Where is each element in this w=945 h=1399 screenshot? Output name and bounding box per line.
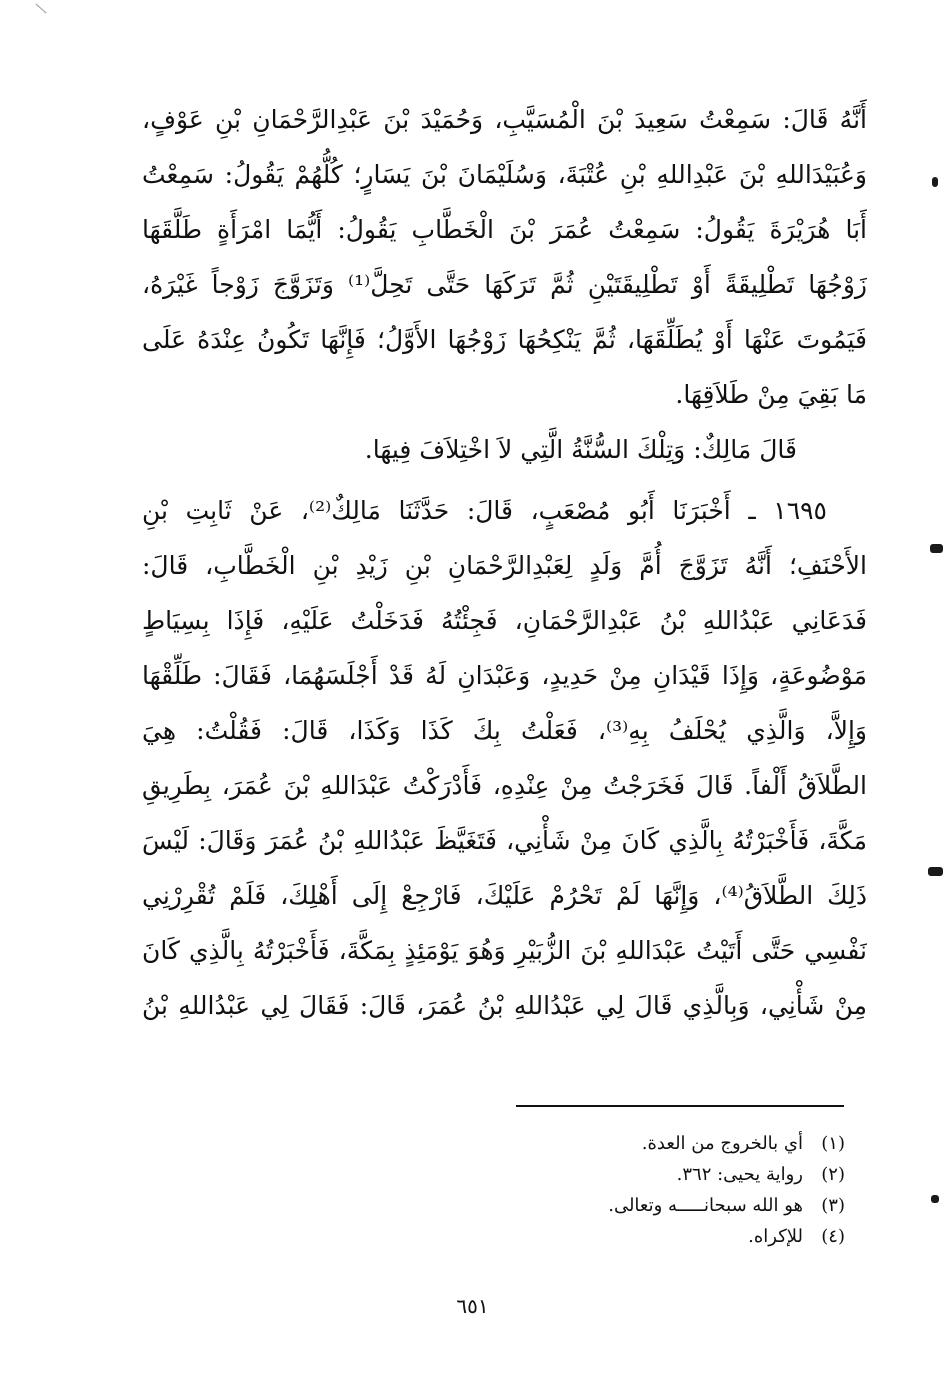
footnote-4 — [145, 1221, 845, 1252]
text-line: مَكَّةَ، فَأَخْبَرْتُهُ بِالَّذِي كَانَ مِنْ شَأْنِي، فَتَغَيَّظَ عَبْدُاللهِ بْنُ عُمَرَ وَقَالَ: لَيْسَ — [142, 826, 867, 855]
footnote-number: (١) — [821, 1133, 845, 1154]
text-line: أَنَّهُ قَالَ: سَمِعْتُ سَعِيدَ بْنَ الْمُسَيَّبِ، وَحُمَيْدَ بْنَ عَبْدِالرَّحْمَانِ بْنِ عَوْفٍ، — [142, 105, 867, 134]
binding-mark — [932, 177, 938, 187]
text-line: فَدَعَانِي عَبْدُاللهِ بْنُ عَبْدِالرَّحْمَانِ، فَجِئْتُهُ فَدَخَلْتُ عَلَيْهِ، فَإِذَا بِسِيَاطٍ — [142, 606, 867, 635]
footnote-number: (٣) — [821, 1195, 845, 1216]
text-line: مَوْضُوعَةٍ، وَإِذَا قَيْدَانِ مِنْ حَدِيدٍ، وَعَبْدَانِ لَهُ قَدْ أَجْلَسَهُمَا، فَقَالَ: طَلِّقْهَا — [142, 661, 867, 690]
binding-mark — [928, 867, 943, 876]
text-line: أَبَا هُرَيْرَةَ يَقُولُ: سَمِعْتُ عُمَرَ بْنَ الْخَطَّابِ يَقُولُ: أَيُّمَا امْرَأَةٍ طَلَّقَهَا — [142, 215, 867, 244]
footnote-1 — [145, 1128, 845, 1159]
text-line: وَإِلاَّ، وَالَّذِي يُحْلَفُ بِهِ⁽³⁾، فَعَلْتُ بِكَ كَذَا وَكَذَا، قَالَ: فَقُلْتُ: هِيَ — [142, 716, 867, 745]
hadith-1695-start: ١٦٩٥ ـ أَخْبَرَنَا أَبُو مُصْعَبٍ، قَالَ: حَدَّثَنَا مَالِكٌ⁽²⁾، عَنْ ثَابِتِ بْنِ — [142, 496, 827, 525]
text-line: نَفْسِي حَتَّى أَتَيْتُ عَبْدَاللهِ بْنَ الزُّبَيْرِ وَهُوَ يَوْمَئِذٍ بِمَكَّةَ، فَأَخْبَرْتُهُ بِالَّذِي كَانَ — [142, 936, 867, 965]
corner-scan-mark — [35, 3, 46, 13]
text-line: مِنْ شَأْنِي، وَبِالَّذِي قَالَ لِي عَبْدُاللهِ بْنُ عُمَرَ، قَالَ: فَقَالَ لِي عَبْدُاللهِ بْنُ — [142, 991, 867, 1020]
footnote-number: (٤) — [821, 1226, 845, 1247]
binding-mark — [930, 544, 943, 553]
binding-mark — [931, 1195, 939, 1203]
footnote-number: (٢) — [821, 1164, 845, 1185]
text-line: زَوْجُهَا تَطْلِيقَةً أَوْ تَطْلِيقَتَيْنِ ثُمَّ تَرَكَهَا حَتَّى تَحِلَّ⁽¹⁾ وَتَزَوَّجَ زَوْجاً غَيْرَهُ، — [142, 270, 867, 299]
text-line: وَعُبَيْدَاللهِ بْنَ عَبْدِاللهِ بْنِ عُتْبَةَ، وَسُلَيْمَانَ بْنَ يَسَارٍ؛ كُلُّهُمْ يَقُولُ: سَمِعْتُ — [142, 160, 867, 189]
text-line: مَا بَقِيَ مِنْ طَلاَقِهَا. — [675, 380, 867, 409]
text-line: فَيَمُوتَ عَنْهَا أَوْ يُطَلِّقَهَا، ثُمَّ يَنْكِحُهَا زَوْجُهَا الأَوَّلُ؛ فَإِنَّهَا تَكُونُ عِنْدَهُ عَلَى — [142, 325, 867, 354]
footnotes — [145, 1128, 845, 1252]
footnote-2 — [145, 1159, 845, 1190]
footnote-text: رواية يحيى: ٣٦٢. — [676, 1164, 803, 1185]
footnote-3 — [145, 1190, 845, 1221]
footnote-text: أي بالخروج من العدة. — [641, 1133, 803, 1154]
text-line: الطَّلاَقُ أَلْفاً. قَالَ فَخَرَجْتُ مِنْ عِنْدِهِ، فَأَدْرَكْتُ عَبْدَاللهِ بْنَ عُمَرَ، بِطَرِيقِ — [142, 771, 867, 800]
footnote-separator — [516, 1105, 844, 1107]
footnote-text: هو الله سبحانـــــه وتعالى. — [608, 1195, 803, 1216]
malik-remark: قَالَ مَالِكٌ: وَتِلْكَ السُّنَّةُ الَّتِي لاَ اخْتِلاَفَ فِيهَا. — [364, 435, 797, 464]
main-text — [142, 92, 867, 1033]
footnote-text: للإكراه. — [748, 1226, 803, 1247]
text-line: الأَحْنَفِ؛ أَنَّهُ تَزَوَّجَ أُمَّ وَلَدٍ لِعَبْدِالرَّحْمَانِ بْنِ زَيْدِ بْنِ الْخَطَّابِ، قَالَ: — [142, 551, 867, 580]
text-line: ذَلِكَ الطَّلاَقُ⁽⁴⁾، وَإِنَّهَا لَمْ تَحْرُمْ عَلَيْكَ، فَارْجِعْ إِلَى أَهْلِكَ، فَلَمْ تُقْرِرْنِي — [142, 881, 867, 910]
page-number: ٦٥١ — [456, 1294, 489, 1318]
